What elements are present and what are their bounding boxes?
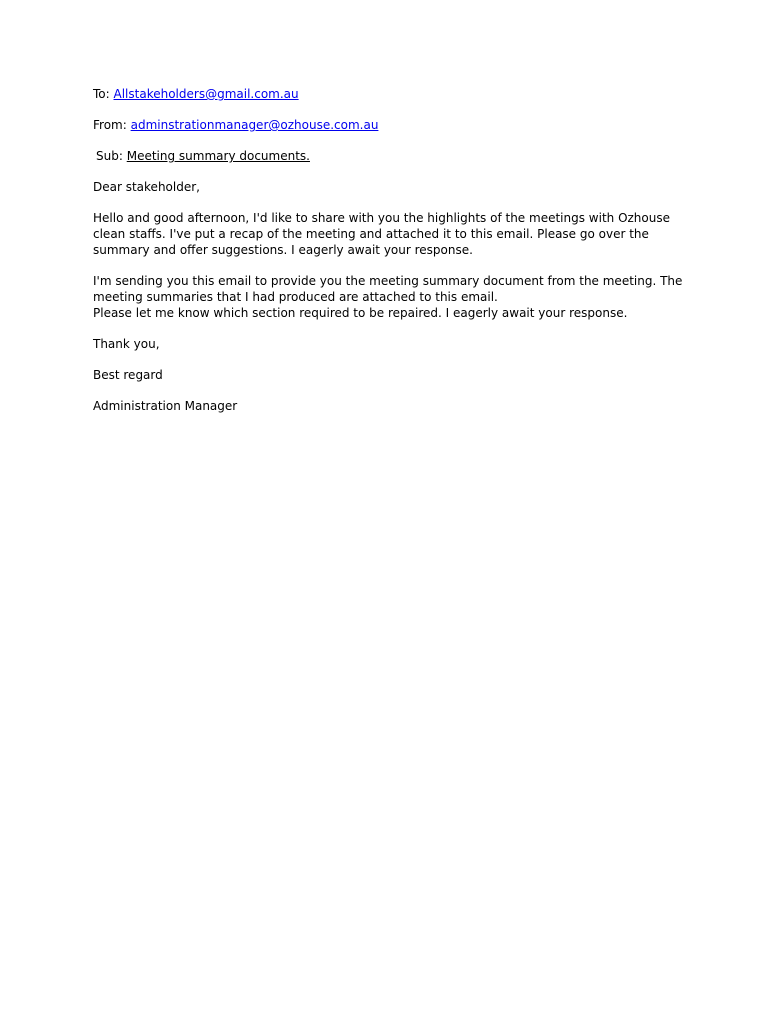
closing-thanks: Thank you, — [93, 337, 160, 351]
subject-line — [93, 148, 693, 164]
paragraph-line: Please let me know which section required to be repaired. I eagerly await your response. — [93, 306, 628, 320]
paragraph-line: I'm sending you this email to provide you the meeting summary document from the meeting. The — [93, 274, 683, 288]
paragraph-line: Hello and good afternoon, I'd like to share with you the highlights of the meetings with Ozhouse — [93, 211, 670, 225]
to-line — [93, 86, 693, 102]
paragraph-summary — [93, 273, 693, 321]
signature: Administration Manager — [93, 399, 238, 413]
to-email-link[interactable]: Allstakeholders@gmail.com.au — [113, 87, 299, 101]
from-label: From: — [93, 118, 127, 132]
subject-text: Meeting summary documents. — [126, 149, 310, 163]
paragraph-line: clean staffs. I've put a recap of the meeting and attached it to this email. Please go over the — [93, 227, 649, 241]
closing-regards: Best regard — [93, 368, 163, 382]
from-email-link[interactable]: adminstrationmanager@ozhouse.com.au — [130, 118, 379, 132]
email-document — [93, 86, 693, 414]
to-label: To: — [93, 87, 110, 101]
paragraph-line: meeting summaries that I had produced are attached to this email. — [93, 290, 498, 304]
paragraph-highlights — [93, 210, 693, 258]
from-line — [93, 117, 693, 133]
greeting: Dear stakeholder, — [93, 180, 200, 194]
paragraph-line: summary and offer suggestions. I eagerly await your response. — [93, 243, 473, 257]
subject-label: Sub: — [96, 149, 123, 163]
